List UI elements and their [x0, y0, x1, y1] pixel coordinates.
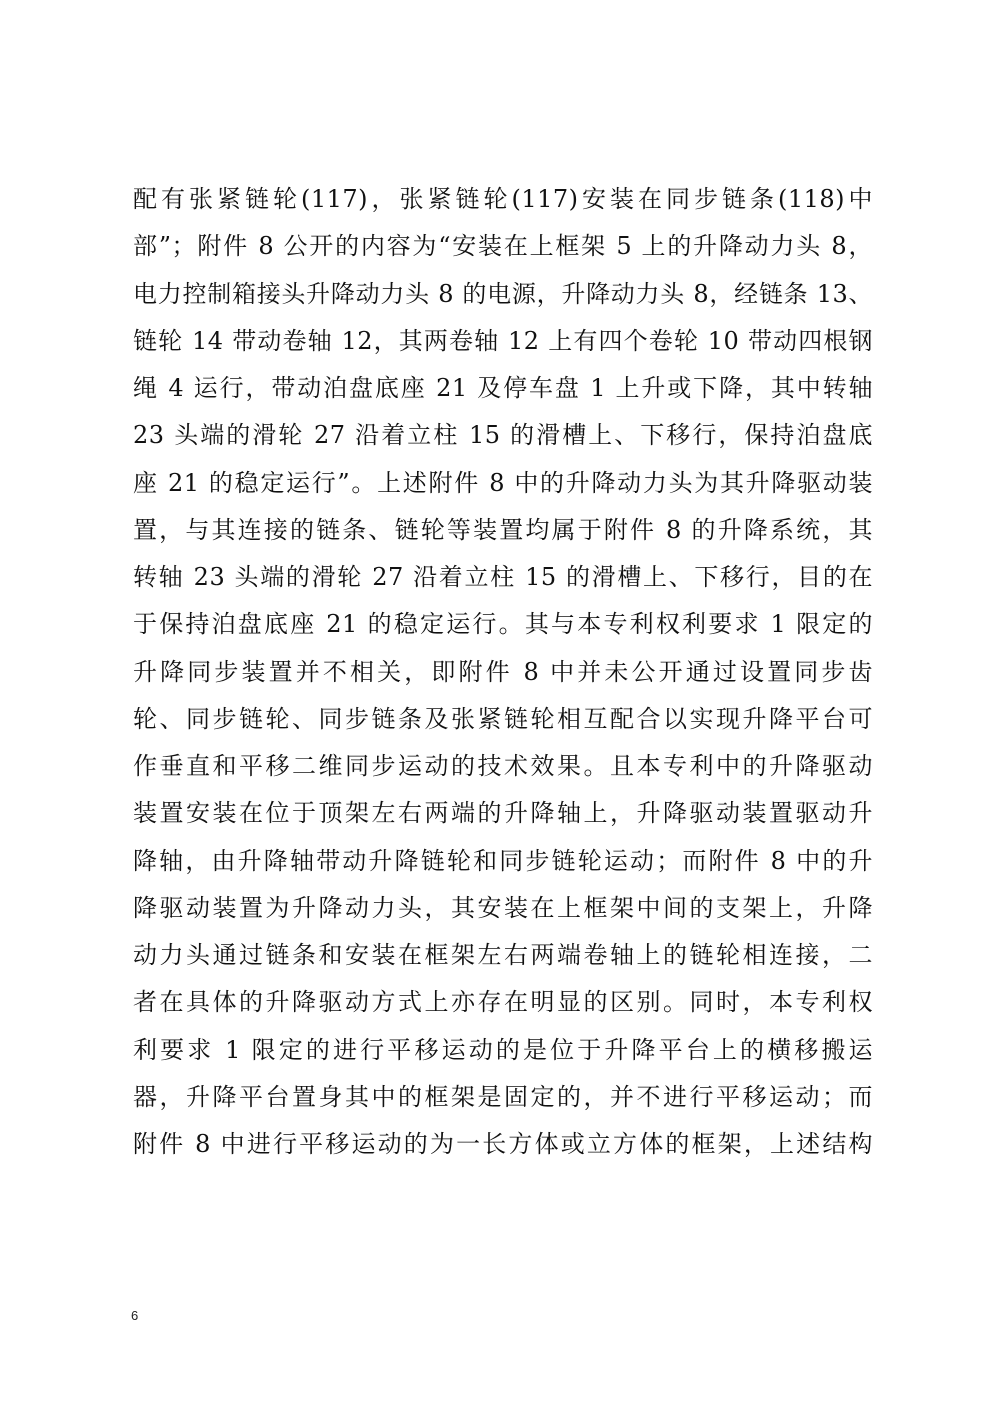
text-line: 电力控制箱接头升降动力头 8 的电源，升降动力头 8，经链条 13、: [133, 279, 873, 308]
text-line: 部”；附件 8 公开的内容为“安装在上框架 5 上的升降动力头 8，: [133, 232, 873, 261]
text-line: 绳 4 运行，带动泊盘底座 21 及停车盘 1 上升或下降，其中转轴: [133, 374, 873, 402]
text-line: 降轴，由升降轴带动升降链轮和同步链轮运动；而附件 8 中的升: [133, 846, 873, 875]
text-line: 作垂直和平移二维同步运动的技术效果。且本专利中的升降驱动: [133, 752, 873, 780]
text-line: 升降同步装置并不相关，即附件 8 中并未公开通过设置同步齿: [133, 657, 873, 686]
text-line: 23 头端的滑轮 27 沿着立柱 15 的滑槽上、下移行，保持泊盘底: [133, 421, 873, 450]
text-line: 降驱动装置为升降动力头，其安装在上框架中间的支架上，升降: [133, 893, 873, 922]
text-line: 座 21 的稳定运行”。上述附件 8 中的升降动力头为其升降驱动装: [133, 468, 873, 497]
text-line: 附件 8 中进行平移运动的为一长方体或立方体的框架，上述结构: [133, 1130, 873, 1158]
text-line: 置，与其连接的链条、链轮等装置均属于附件 8 的升降系统，其: [133, 515, 873, 544]
text-line: 器，升降平台置身其中的框架是固定的，并不进行平移运动；而: [133, 1082, 873, 1111]
text-line: 动力头通过链条和安装在框架左右两端卷轴上的链轮相连接，二: [133, 941, 873, 969]
text-line: 者在具体的升降驱动方式上亦存在明显的区别。同时，本专利权: [133, 988, 873, 1017]
text-line: 装置安装在位于顶架左右两端的升降轴上，升降驱动装置驱动升: [133, 799, 873, 828]
text-line: 配有张紧链轮(117)，张紧链轮(117)安装在同步链条(118)中: [133, 185, 873, 213]
text-line: 链轮 14 带动卷轴 12，其两卷轴 12 上有四个卷轮 10 带动四根钢: [133, 326, 873, 355]
body-text: [133, 176, 873, 1168]
text-line: 转轴 23 头端的滑轮 27 沿着立柱 15 的滑槽上、下移行，目的在: [133, 563, 873, 591]
text-line: 轮、同步链轮、同步链条及张紧链轮相互配合以实现升降平台可: [133, 704, 873, 733]
page-number: 6: [131, 1308, 139, 1323]
text-line: 于保持泊盘底座 21 的稳定运行。其与本专利权利要求 1 限定的: [133, 610, 873, 639]
text-line: 利要求 1 限定的进行平移运动的是位于升降平台上的横移搬运: [133, 1035, 873, 1064]
